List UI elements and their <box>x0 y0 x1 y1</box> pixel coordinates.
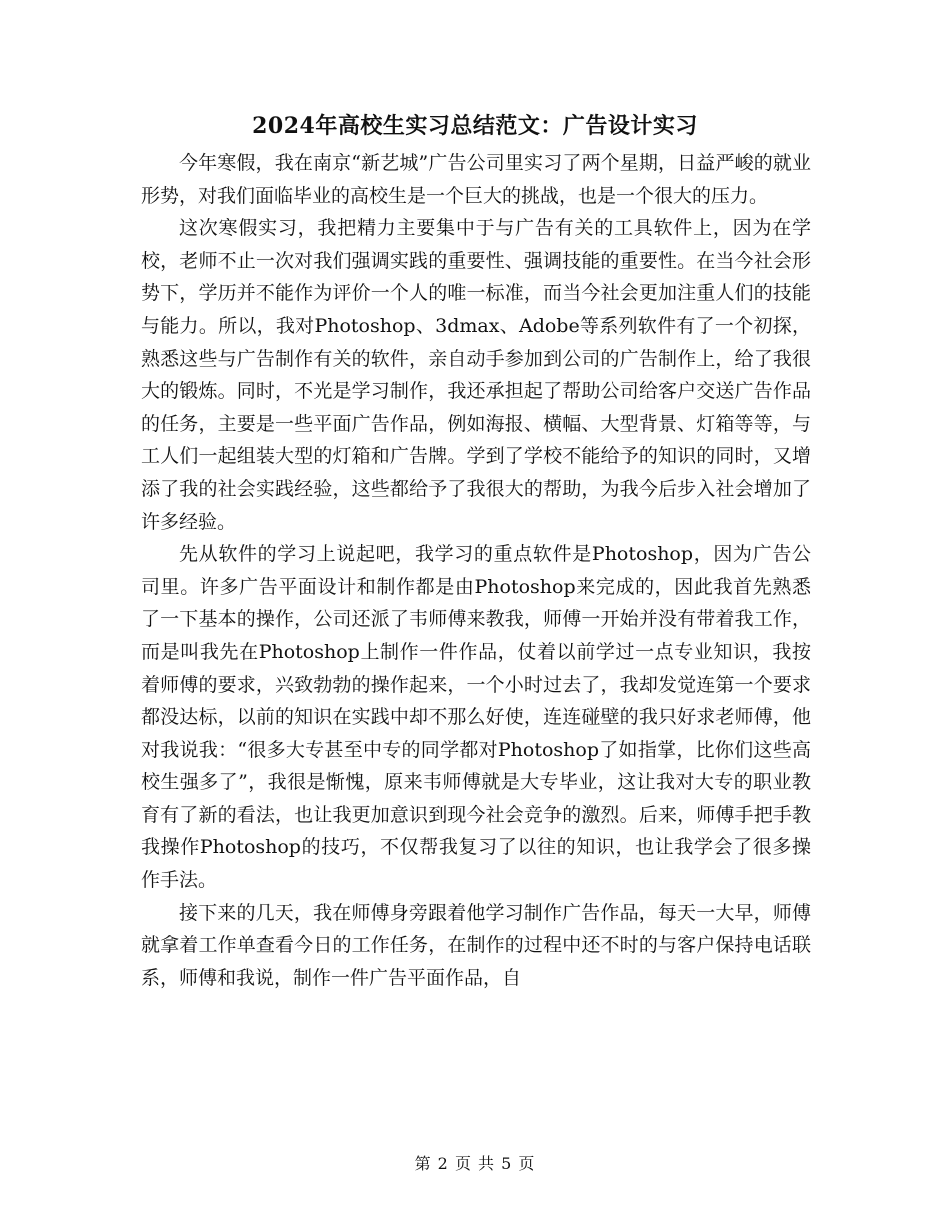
paragraph: 接下来的几天，我在师傅身旁跟着他学习制作广告作品，每天一大早，师傅就拿着工作单查看今日的工作任务，在制作的过程中还不时的与客户保持电话联系，师傅和我说，制作一件广告平面作品，自 <box>141 901 811 989</box>
paragraph: 先从软件的学习上说起吧，我学习的重点软件是Photoshop，因为广告公司里。许多广告平面设计和制作都是由Photoshop来完成的，因此我首先熟悉了一下基本的操作，公司还派了韦师傅来教我，师傅一开始并没有带着我工作，而是叫我先在Photoshop上制作一件作品，仗着以前学过一点专业知识，我按着师傅的要求，兴致勃勃的操作起来，一个小时过去了，我却发觉连第一个要求都没达标，以前的知识在实践中却不那么好使，连连碰壁的我只好求老师傅，他对我说我：“很多大专甚至中专的同学都对Photoshop了如指掌，比你们这些高校生强多了”，我很是惭愧，原来韦师傅就是大专毕业，这让我对大专的职业教育有了新的看法，也让我更加意识到现今社会竞争的激烈。后来，师傅手把手教我操作Photoshop的技巧，不仅帮我复习了以往的知识，也让我学会了很多操作手法。 <box>141 543 811 892</box>
document-body <box>141 147 811 994</box>
paragraph: 今年寒假，我在南京“新艺城”广告公司里实习了两个星期，日益严峻的就业形势，对我们面临毕业的高校生是一个巨大的挑战，也是一个很大的压力。 <box>141 152 811 207</box>
document-title: 2024年高校生实习总结范文：广告设计实习 <box>252 113 698 139</box>
page-footer: 第 2 页 共 5 页 <box>414 1154 536 1173</box>
paragraph: 这次寒假实习，我把精力主要集中于与广告有关的工具软件上，因为在学校，老师不止一次对我们强调实践的重要性、强调技能的重要性。在当今社会形势下，学历并不能作为评价一个人的唯一标准，而当今社会更加注重人们的技能与能力。所以，我对Photoshop、3dmax、Adobe等系列软件有了一个初探，熟悉这些与广告制作有关的软件，亲自动手参加到公司的广告制作上，给了我很大的锻炼。同时，不光是学习制作，我还承担起了帮助公司给客户交送广告作品的任务，主要是一些平面广告作品，例如海报、横幅、大型背景、灯箱等等，与工人们一起组装大型的灯箱和广告牌。学到了学校不能给予的知识的同时，又增添了我的社会实践经验，这些都给予了我很大的帮助，为我今后步入社会增加了许多经验。 <box>141 217 811 533</box>
